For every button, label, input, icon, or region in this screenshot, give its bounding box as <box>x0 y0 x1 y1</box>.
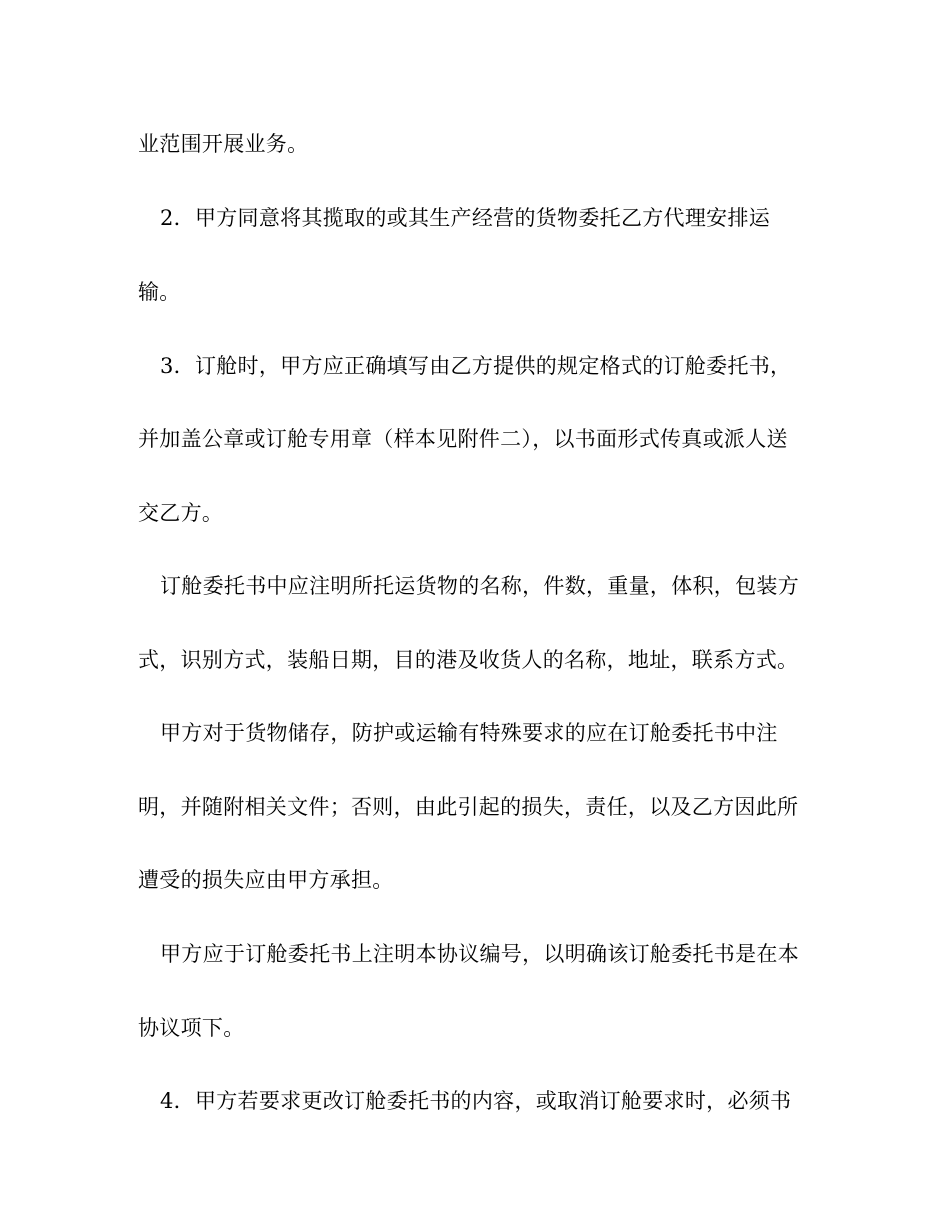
text-line: 3．订舱时，甲方应正确填写由乙方提供的规定格式的订舱委托书， <box>160 354 792 378</box>
text-line: 协议项下。 <box>138 1016 245 1040</box>
text-line: 交乙方。 <box>138 501 224 525</box>
text-line: 式，识别方式，装船日期，目的港及收货人的名称，地址，联系方式。 <box>138 648 799 672</box>
text-line: 4．甲方若要求更改订舱委托书的内容，或取消订舱要求时，必须书 <box>160 1089 792 1113</box>
text-line: 订舱委托书中应注明所托运货物的名称，件数，重量，体积，包装方 <box>160 574 799 598</box>
text-line: 明，并随附相关文件；否则，由此引起的损失，责任，以及乙方因此所 <box>138 795 799 819</box>
text-line: 甲方应于订舱委托书上注明本协议编号，以明确该订舱委托书是在本 <box>160 942 799 966</box>
text-line: 甲方对于货物储存，防护或运输有特殊要求的应在订舱委托书中注 <box>160 721 778 745</box>
text-line: 业范围开展业务。 <box>138 132 309 156</box>
text-line: 2．甲方同意将其揽取的或其生产经营的货物委托乙方代理安排运 <box>160 206 771 230</box>
text-line: 并加盖公章或订舱专用章（样本见附件二），以书面形式传真或派人送 <box>138 427 788 451</box>
text-line: 遭受的损失应由甲方承担。 <box>138 868 394 892</box>
text-line: 输。 <box>138 280 181 304</box>
